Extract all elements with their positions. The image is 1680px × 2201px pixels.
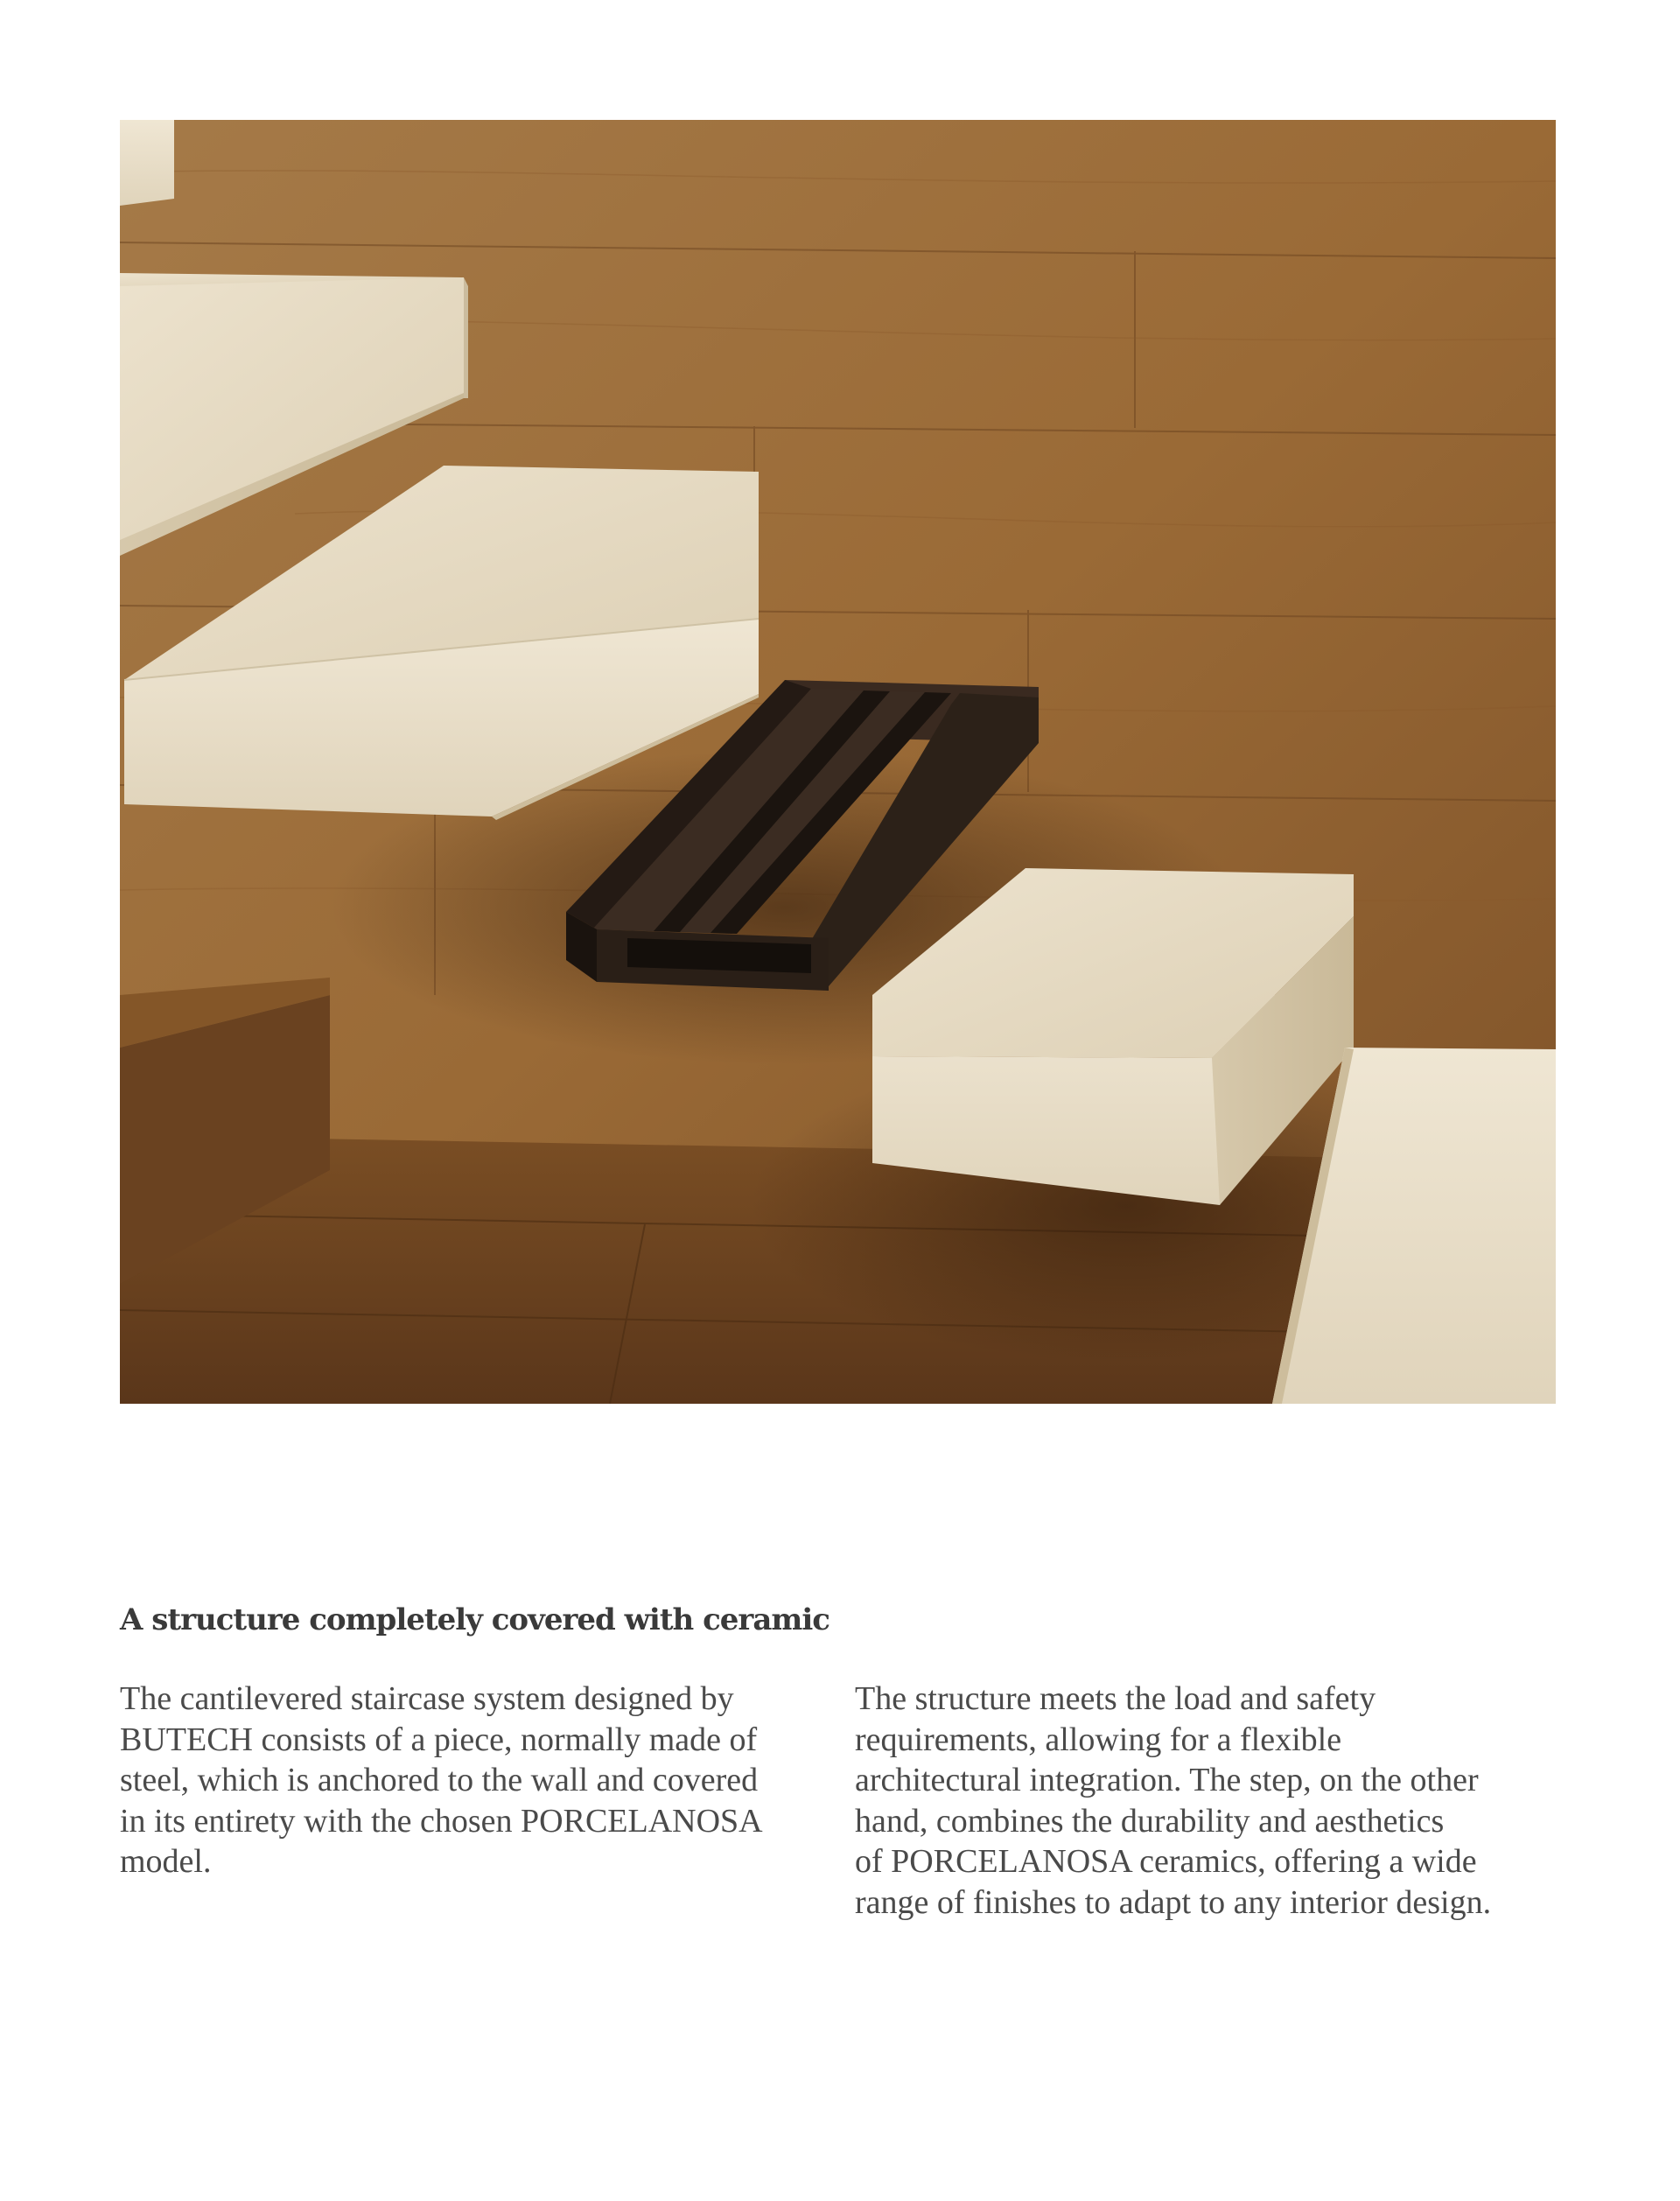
right-paragraph — [855, 1679, 1555, 1923]
right-paragraph-line: The structure meets the load and safety — [855, 1680, 1376, 1717]
left-paragraph-line: BUTECH consists of a piece, normally made of — [120, 1721, 758, 1758]
right-paragraph-line: architectural integration. The step, on the other — [855, 1762, 1479, 1798]
right-paragraph-line: of PORCELANOSA ceramics, offering a wide — [855, 1843, 1477, 1880]
right-paragraph-line: range of finishes to adapt to any interior design. — [855, 1883, 1492, 1921]
right-paragraph-line: hand, combines the durability and aesthetics — [855, 1802, 1445, 1840]
staircase-photo — [120, 120, 1556, 1404]
left-paragraph — [120, 1679, 820, 1882]
right-paragraph-line: requirements, allowing for a flexible — [855, 1721, 1342, 1758]
left-paragraph-line: steel, which is anchored to the wall and covered — [120, 1762, 759, 1798]
staircase-illustration — [120, 120, 1556, 1404]
left-paragraph-line: The cantilevered staircase system designed by — [120, 1680, 734, 1717]
section-heading: A structure completely covered with ceramic — [120, 1602, 830, 1637]
left-paragraph-line: model. — [120, 1843, 212, 1880]
left-paragraph-line: in its entirety with the chosen PORCELANOSA — [120, 1802, 763, 1840]
